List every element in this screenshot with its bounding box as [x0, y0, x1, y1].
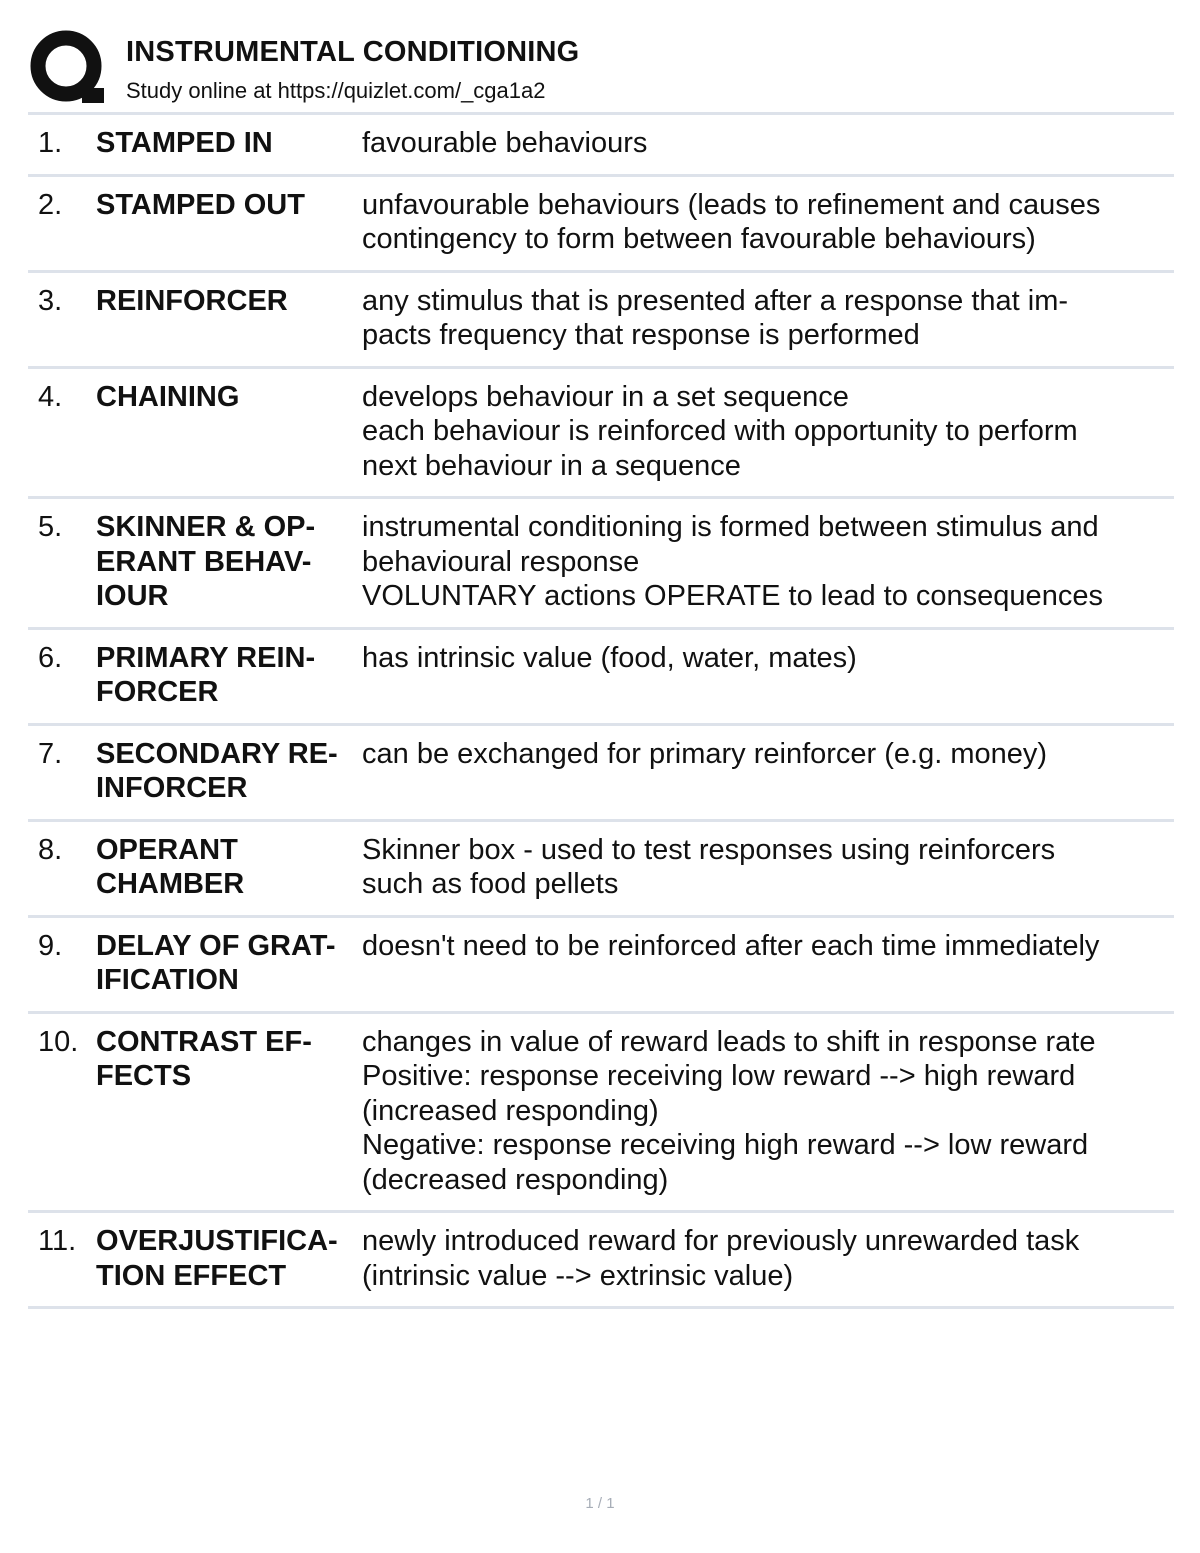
card-definition: can be exchanged for primary reinforcer (e.g. money): [362, 737, 1048, 770]
card-definition: unfavourable behaviours (leads to refinement and causes contingency to form between favourable behaviours): [362, 188, 1101, 255]
card-term: CONTRAST EF- FECTS: [96, 1025, 312, 1092]
card-definition: doesn't need to be reinforced after each time immediately: [362, 929, 1100, 962]
flashcard-list: [28, 115, 1174, 1309]
flashcard-row: [28, 177, 1174, 273]
flashcard-row: [28, 1213, 1174, 1309]
card-number: 1.: [38, 127, 63, 159]
card-number: 8.: [38, 833, 63, 866]
flashcard-row: [28, 273, 1174, 369]
card-number: 2.: [38, 188, 63, 221]
card-definition: newly introduced reward for previously unrewarded task (intrinsic value --> extrinsic value): [362, 1225, 1080, 1292]
card-number: 6.: [38, 641, 63, 674]
card-number: 10.: [38, 1025, 79, 1058]
flashcard-row: [28, 630, 1174, 726]
card-definition: Skinner box - used to test responses using reinforcers such as food pellets: [362, 833, 1056, 900]
card-number: 7.: [38, 737, 63, 770]
page-indicator: 1 / 1: [585, 1495, 615, 1512]
flashcard-row: [28, 822, 1174, 918]
card-definition: changes in value of reward leads to shift in response rate Positive: response receiving low reward --> high reward (increased responding) Negative: response receiving high reward --> low reward (decreased responding): [362, 1025, 1096, 1196]
card-term: OVERJUSTIFICA- TION EFFECT: [96, 1225, 338, 1292]
card-term: OPERANT CHAMBER: [96, 833, 245, 900]
card-definition: has intrinsic value (food, water, mates): [362, 641, 857, 674]
flashcard-row: [28, 1014, 1174, 1214]
card-term: SECONDARY RE- INFORCER: [96, 737, 338, 804]
quizlet-q-logo-icon: [30, 30, 106, 106]
card-term: STAMPED IN: [96, 127, 273, 159]
card-number: 5.: [38, 511, 63, 543]
flashcard-row: [28, 499, 1174, 630]
card-term: PRIMARY REIN- FORCER: [96, 641, 316, 708]
page-header: [30, 28, 1174, 112]
card-definition: favourable behaviours: [362, 127, 648, 159]
flashcard-row: [28, 115, 1174, 177]
study-online-link[interactable]: Study online at https://quizlet.com/_cga1a2: [126, 78, 546, 103]
card-number: 9.: [38, 929, 63, 962]
flashcard-row: [28, 369, 1174, 500]
card-term: SKINNER & OP- ERANT BEHAV- IOUR: [96, 511, 316, 612]
card-term: REINFORCER: [96, 284, 288, 317]
card-number: 4.: [38, 380, 63, 413]
card-definition: any stimulus that is presented after a response that im- pacts frequency that response is performed: [362, 284, 1069, 351]
flashcard-row: [28, 918, 1174, 1014]
card-term: STAMPED OUT: [96, 188, 305, 221]
card-definition: instrumental conditioning is formed between stimulus and behavioural response VOLUNTARY actions OPERATE to lead to consequences: [362, 511, 1103, 612]
flashcard-row: [28, 726, 1174, 822]
card-number: 11.: [38, 1225, 77, 1257]
card-definition: develops behaviour in a set sequence each behaviour is reinforced with opportunity to perform next behaviour in a sequence: [362, 380, 1078, 482]
card-number: 3.: [38, 284, 63, 317]
page-title: INSTRUMENTAL CONDITIONING: [126, 36, 580, 68]
card-term: CHAINING: [96, 380, 240, 413]
card-term: DELAY OF GRAT- IFICATION: [96, 929, 336, 996]
